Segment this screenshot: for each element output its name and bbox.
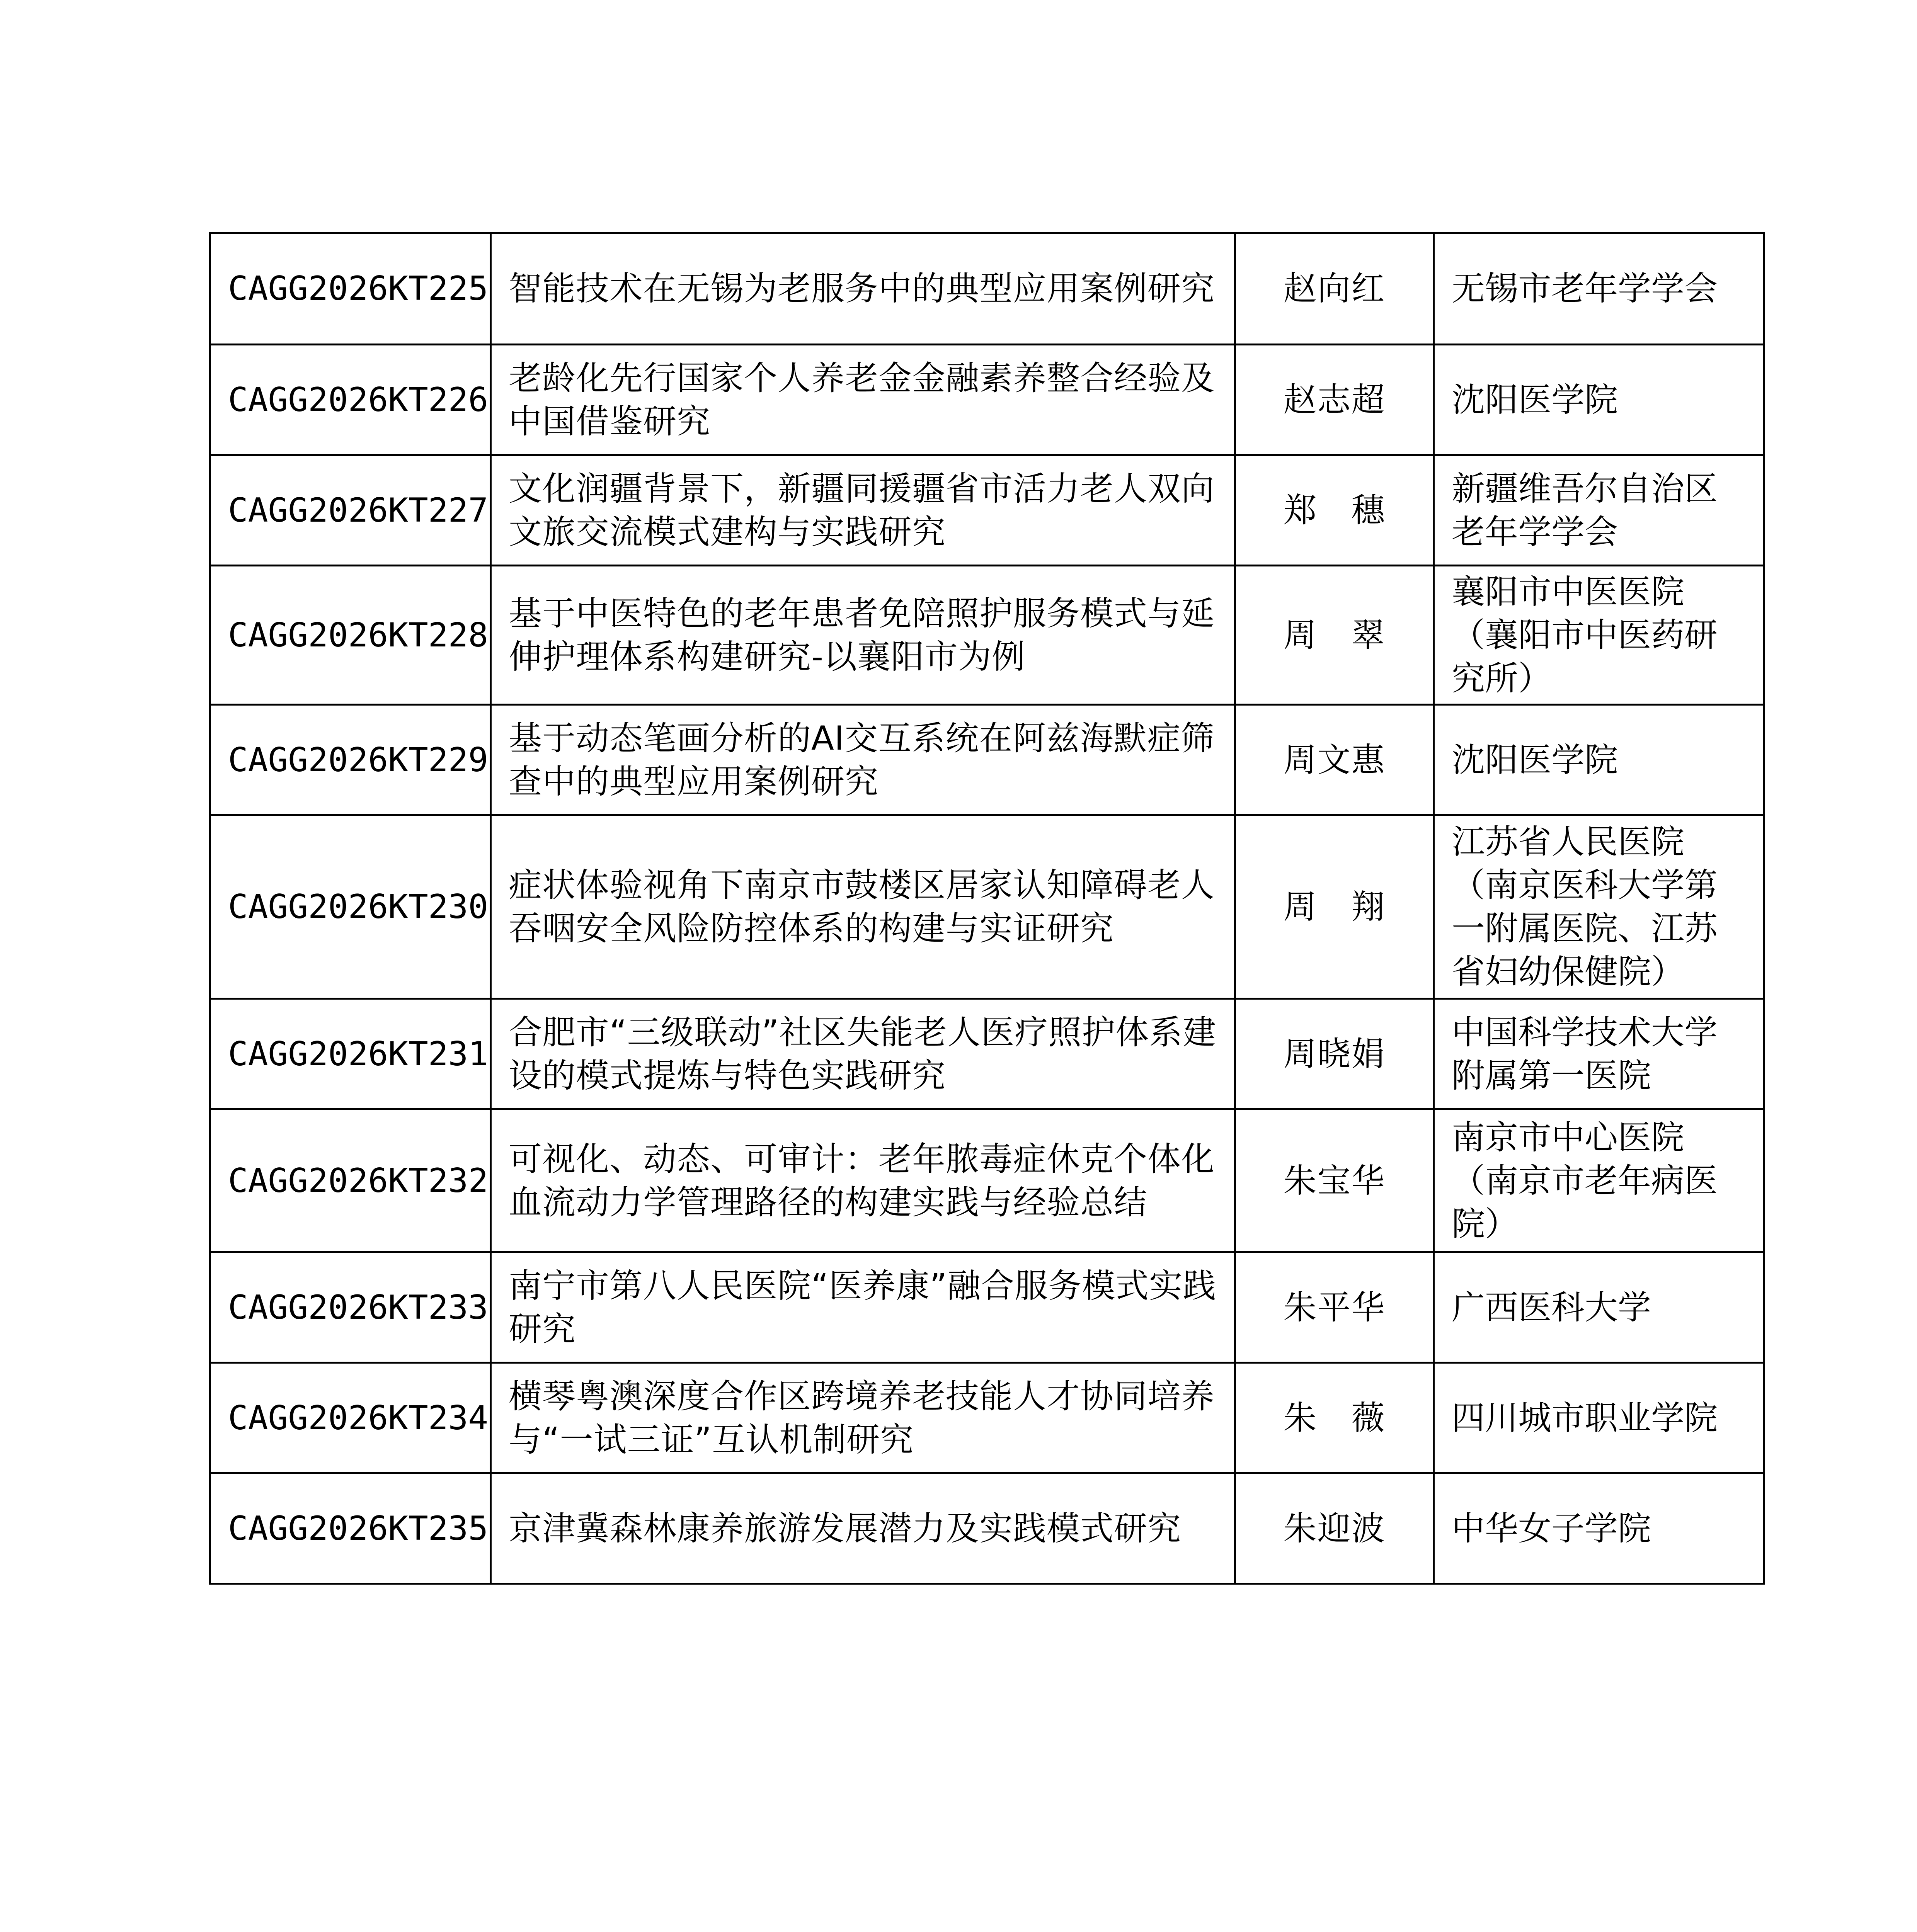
project-title: 京津冀森林康养旅游发展潜力及实践模式研究 — [491, 1473, 1235, 1584]
project-leader: 周晓娟 — [1235, 999, 1434, 1109]
project-title: 基于动态笔画分析的AI交互系统在阿兹海默症筛查中的典型应用案例研究 — [491, 705, 1235, 815]
project-code: CAGG2026KT229 — [210, 705, 491, 815]
project-leader: 赵志超 — [1235, 345, 1434, 455]
project-table — [209, 232, 1765, 1585]
project-leader: 朱迎波 — [1235, 1473, 1434, 1584]
project-title: 南宁市第八人民医院“医养康”融合服务模式实践研究 — [491, 1252, 1235, 1363]
project-code: CAGG2026KT227 — [210, 455, 491, 566]
table-row — [210, 1473, 1764, 1584]
project-title: 症状体验视角下南京市鼓楼区居家认知障碍老人吞咽安全风险防控体系的构建与实证研究 — [491, 815, 1235, 999]
project-leader: 赵向红 — [1235, 233, 1434, 345]
project-leader: 朱 薇 — [1235, 1363, 1434, 1473]
project-leader: 周 翔 — [1235, 815, 1434, 999]
project-code: CAGG2026KT231 — [210, 999, 491, 1109]
project-organization: 无锡市老年学学会 — [1434, 233, 1764, 345]
project-code: CAGG2026KT226 — [210, 345, 491, 455]
project-organization: 中华女子学院 — [1434, 1473, 1764, 1584]
table-row — [210, 1109, 1764, 1252]
project-title: 智能技术在无锡为老服务中的典型应用案例研究 — [491, 233, 1235, 345]
project-organization: 襄阳市中医医院（襄阳市中医药研究所） — [1434, 566, 1764, 705]
project-title: 文化润疆背景下，新疆同援疆省市活力老人双向文旅交流模式建构与实践研究 — [491, 455, 1235, 566]
table-row — [210, 1363, 1764, 1473]
table-row — [210, 705, 1764, 815]
project-code: CAGG2026KT234 — [210, 1363, 491, 1473]
project-organization: 中国科学技术大学附属第一医院 — [1434, 999, 1764, 1109]
project-code: CAGG2026KT225 — [210, 233, 491, 345]
project-title: 老龄化先行国家个人养老金金融素养整合经验及中国借鉴研究 — [491, 345, 1235, 455]
project-organization: 沈阳医学院 — [1434, 705, 1764, 815]
project-leader: 周 翠 — [1235, 566, 1434, 705]
table-row — [210, 455, 1764, 566]
project-organization: 江苏省人民医院（南京医科大学第一附属医院、江苏省妇幼保健院） — [1434, 815, 1764, 999]
project-organization: 南京市中心医院（南京市老年病医院） — [1434, 1109, 1764, 1252]
project-leader: 郑 穗 — [1235, 455, 1434, 566]
project-organization: 四川城市职业学院 — [1434, 1363, 1764, 1473]
project-leader: 周文惠 — [1235, 705, 1434, 815]
project-organization: 沈阳医学院 — [1434, 345, 1764, 455]
table-row — [210, 815, 1764, 999]
project-organization: 新疆维吾尔自治区老年学学会 — [1434, 455, 1764, 566]
project-title: 可视化、动态、可审计：老年脓毒症休克个体化血流动力学管理路径的构建实践与经验总结 — [491, 1109, 1235, 1252]
project-code: CAGG2026KT230 — [210, 815, 491, 999]
project-title: 横琴粤澳深度合作区跨境养老技能人才协同培养与“一试三证”互认机制研究 — [491, 1363, 1235, 1473]
project-code: CAGG2026KT232 — [210, 1109, 491, 1252]
project-code: CAGG2026KT233 — [210, 1252, 491, 1363]
project-leader: 朱宝华 — [1235, 1109, 1434, 1252]
project-title: 基于中医特色的老年患者免陪照护服务模式与延伸护理体系构建研究-以襄阳市为例 — [491, 566, 1235, 705]
table-row — [210, 566, 1764, 705]
table-row — [210, 999, 1764, 1109]
project-leader: 朱平华 — [1235, 1252, 1434, 1363]
table-row — [210, 233, 1764, 345]
project-title: 合肥市“三级联动”社区失能老人医疗照护体系建设的模式提炼与特色实践研究 — [491, 999, 1235, 1109]
project-organization: 广西医科大学 — [1434, 1252, 1764, 1363]
project-code: CAGG2026KT228 — [210, 566, 491, 705]
table-row — [210, 345, 1764, 455]
project-code: CAGG2026KT235 — [210, 1473, 491, 1584]
table-row — [210, 1252, 1764, 1363]
